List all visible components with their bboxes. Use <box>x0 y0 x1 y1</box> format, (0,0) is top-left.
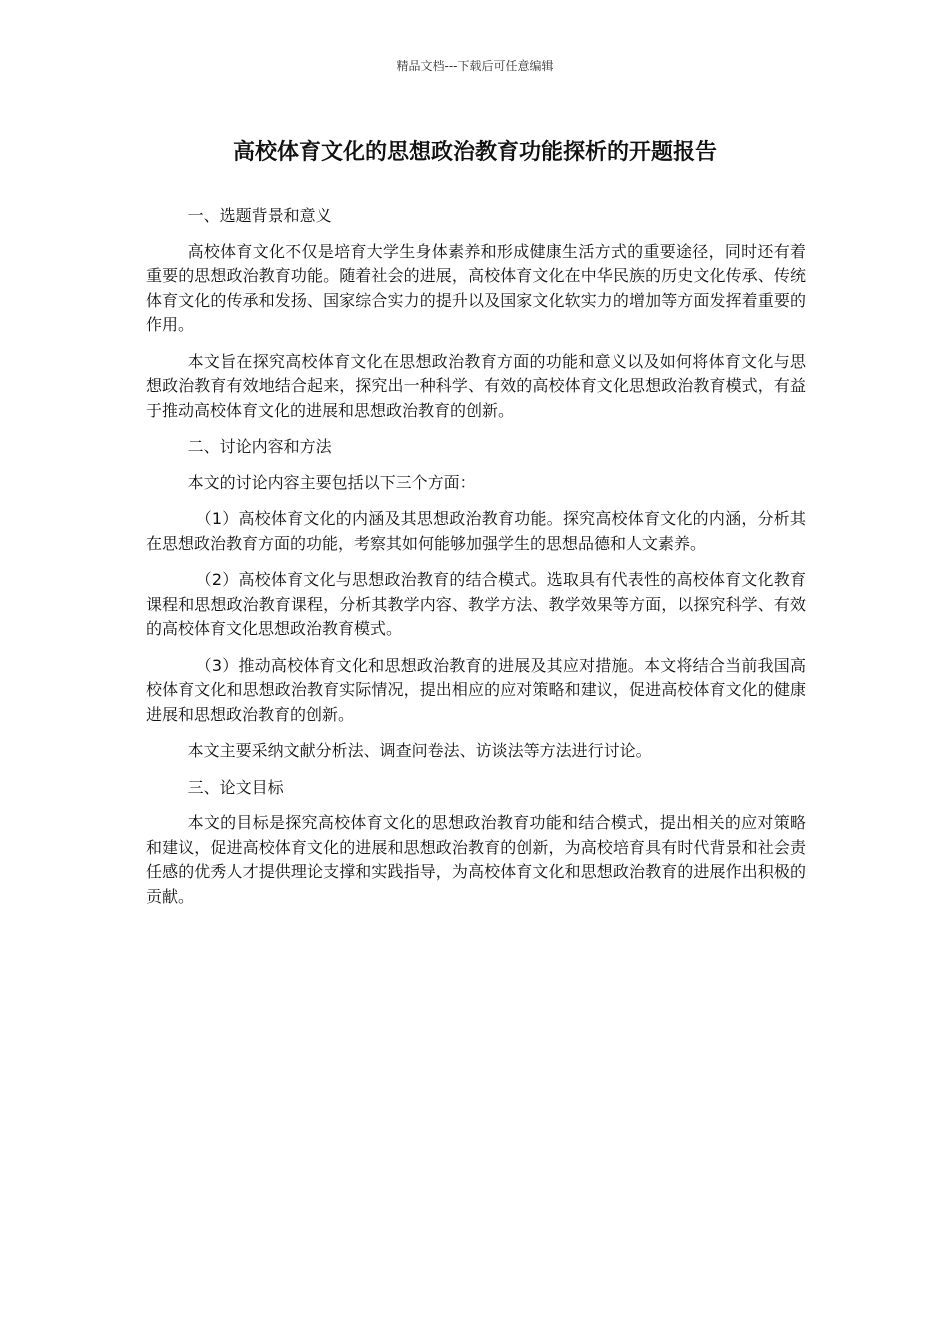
list-item-2: （2）高校体育文化与思想政治教育的结合模式。选取具有代表性的高校体育文化教育课程和思想政治教育课程，分析其教学内容、教学方法、教学效果等方面，以探究科学、有效的高校体育文化思想政治教育模式。 <box>146 570 806 638</box>
paragraph-background: 高校体育文化不仅是培育大学生身体素养和形成健康生活方式的重要途径，同时还有着重要的思想政治教育功能。随着社会的进展，高校体育文化在中华民族的历史文化传承、传统体育文化的传承和发扬、国家综合实力的提升以及国家文化软实力的增加等方面发挥着重要的作用。 <box>146 241 806 334</box>
paragraph-purpose: 本文旨在探究高校体育文化在思想政治教育方面的功能和意义以及如何将体育文化与思想政治教育有效地结合起来，探究出一种科学、有效的高校体育文化思想政治教育模式，有益于推动高校体育文化的进展和思想政治教育的创新。 <box>146 351 806 420</box>
paragraph-content-intro: 本文的讨论内容主要包括以下三个方面： <box>187 472 476 492</box>
document-body <box>146 204 806 921</box>
section-heading-content-methods: 二、讨论内容和方法 <box>187 437 332 456</box>
header-note: 精品文档---下载后可任意编辑 <box>396 59 554 73</box>
section-heading-goals: 三、论文目标 <box>187 777 284 797</box>
list-item-3: （3）推动高校体育文化和思想政治教育的进展及其应对措施。本文将结合当前我国高校体育文化和思想政治教育实际情况，提出相应的应对策略和建议，促进高校体育文化的健康进展和思想政治教育的创新。 <box>146 655 806 724</box>
document-title: 高校体育文化的思想政治教育功能探析的开题报告 <box>232 140 717 165</box>
paragraph-methods: 本文主要采纳文献分析法、调查问卷法、访谈法等方法进行讨论。 <box>187 741 652 760</box>
paragraph-goals: 本文的目标是探究高校体育文化的思想政治教育功能和结合模式，提出相关的应对策略和建议，促进高校体育文化的进展和思想政治教育的创新，为高校培育具有时代背景和社会责任感的优秀人才提供理论支撑和实践指导，为高校体育文化和思想政治教育的进展作出积极的贡献。 <box>146 813 806 906</box>
section-heading-background: 一、选题背景和意义 <box>187 206 332 225</box>
list-item-1: （1）高校体育文化的内涵及其思想政治教育功能。探究高校体育文化的内涵，分析其在思想政治教育方面的功能，考察其如何能够加强学生的思想品德和人文素养。 <box>146 509 806 553</box>
